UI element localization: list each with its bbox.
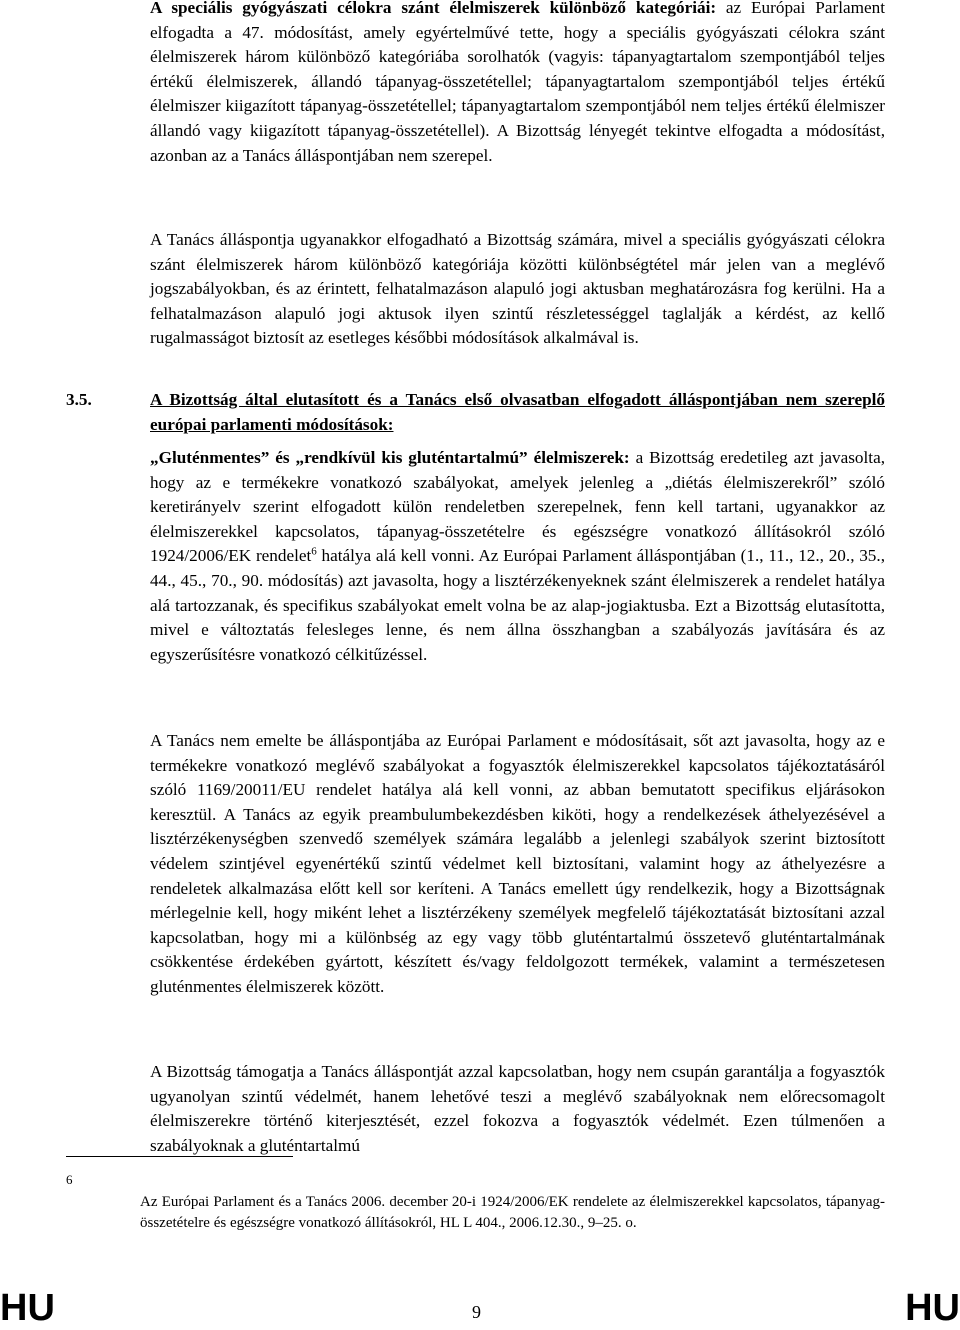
gluten-text-2: hatálya alá kell vonni. Az Európai Parlament álláspontjában (1., 11., 12., 20., 35., 44., 45., 70., 90. módosítás) azt javasolta, hogy a lisztérzékenyeknek szánt élelmiszerek a rendelet hatálya alá tartozzanak, és specifikus szabályokat emelt volna be az alap-jogiaktusba. Ezt a Bizottság elutasította, mivel e változtatás felesleges lenne, és nem állna összhangban a szabályozás javítására és az egyszerűsítésre vonatkozó célkitűzéssel. — [150, 546, 885, 664]
footnote-mark: 6 — [66, 1172, 73, 1187]
footer-lang-left: HU — [0, 1287, 55, 1329]
commission-paragraph — [150, 1060, 885, 1158]
footnote-text: Az Európai Parlament és a Tanács 2006. december 20-i 1924/2006/EK rendelete az élelmiszerekkel kapcsolatos, tápanyag-összetételre és egészségre vonatkozó állításokról, HL L 404., 2006.12.30., 9–25. o. — [140, 1194, 885, 1231]
footnote-separator — [66, 1156, 293, 1157]
intro-paragraph — [150, 0, 885, 168]
council-text: A Tanács álláspontja ugyanakkor elfogadható a Bizottság számára, mivel a speciális gyógyászati célokra szánt élelmiszerek három különböző kategóriája közötti különbségtétel már jelen van a meglévő jogszabályokban, és az érintett, felhatalmazáson alapuló jogi aktusban meghatározásra fog kerülni. Ha a felhatalmazáson alapuló jogi aktusok ilyen szintű részletességgel taglalják a kérdést, az kellő rugalmasságot biztosít az esetleges későbbi módosítások alkalmával is. — [150, 230, 885, 348]
gluten-label: „Gluténmentes” és „rendkívül kis gluténtartalmú” élelmiszerek: — [150, 448, 630, 467]
section-title: A Bizottság által elutasított és a Tanács első olvasatban elfogadott álláspontjában nem szereplő európai parlamenti módosítások: — [150, 390, 885, 434]
council2-text: A Tanács nem emelte be álláspontjába az Európai Parlament e módosításait, sőt azt javasolta, hogy az e termékekre vonatkozó meglévő szabályokat a fogyasztók élelmiszerekkel kapcsolatos tájékoztatásáról szóló 1169/20011/EU rendelet hatálya alá kell vonni, az abban bemutatott specifikus eljárásokon keresztül. A Tanács az egyik preambulumbekezdésben kiköti, hogy a rendelkezések áthelyezésével a lisztérzékenységben szenvedő személyek számára legalább a jelenlegi szabályok szerint biztosított védelem szintjével egyenértékű szintű védelmet kell biztosítani, valamint hogy az áthelyezésre a rendeletek alkalmazása előtt kell sor keríteni. A Tanács emellett úgy rendelkezik, hogy a Bizottságnak mérlegelnie kell, hogy miként lehet a lisztérzékeny személyek megfelelő tájékoztatását biztosítani azzal kapcsolatban, hogy mi a különbség az egy vagy több gluténtartalmú összetevő gluténtartalmának csökkentése érdekében gyártott, készített és/vagy feldolgozott termékek, valamint a természetesen gluténmentes élelmiszerek között. — [150, 731, 885, 996]
gluten-text-1: a Bizottság eredetileg azt javasolta, hogy az e termékekre vonatkozó szabályokat, amelyek jelenleg a „diétás élelmiszerekről” szóló keretirányelv szerint elfogadott külön rendeletben szerepelnek, fenn kell tartani, ugyanakkor az élelmiszerekkel kapcsolatos, tápanyag-összetételre és egészségre vonatkozó állításokról szóló 1924/2006/EK rendelet — [150, 448, 885, 566]
gluten-paragraph — [150, 446, 885, 667]
council2-paragraph — [150, 729, 885, 1000]
intro-text: az Európai Parlament elfogadta a 47. módosítást, amely egyértelművé tette, hogy a speciális gyógyászati célokra szánt élelmiszerek három különböző kategóriába sorolhatók (vagyis: tápanyagtartalom szempontjából teljes értékű élelmiszerek, állandó tápanyag-összetétellel; tápanyagtartalom szempontjából teljes értékű élelmiszer kiigazított tápanyag-összetétellel; tápanyagtartalom szempontjából nem teljes értékű élelmiszer állandó vagy kiigazított tápanyag-összetétellel). A Bizottság lényegét tekintve elfogadta a módosítást, azonban az a Tanács álláspontjában nem szerepel. — [150, 0, 885, 165]
intro-label: A speciális gyógyászati célokra szánt élelmiszerek különböző kategóriái: — [150, 0, 717, 17]
section-number: 3.5. — [66, 390, 92, 409]
council-paragraph — [150, 228, 885, 351]
footer-lang-right: HU — [905, 1287, 960, 1329]
page-number: 9 — [472, 1302, 481, 1322]
commission-text: A Bizottság támogatja a Tanács álláspontját azzal kapcsolatban, hogy nem csupán garantálja a fogyasztók ugyanolyan szintű védelmét, hanem lehetővé teszi a meglévő szabályoknak nem előrecsomagolt élelmiszerekre történő kiterjesztését, ezzel fokozva a fogyasztók védelmét. Ezen túlmenően a szabályoknak a gluténtartalmú — [150, 1062, 885, 1155]
footnote-reference: 6 — [311, 545, 317, 558]
